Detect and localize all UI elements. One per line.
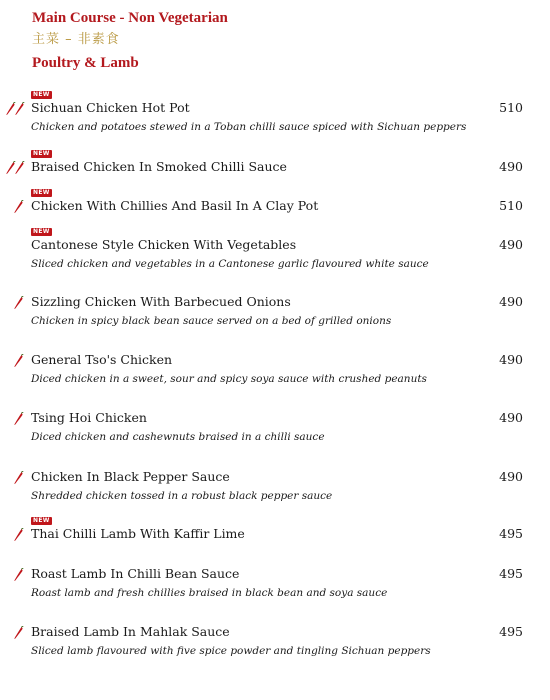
new-badge: NEW (33, 150, 50, 157)
page-title: Main Course - Non Vegetarian (32, 10, 228, 26)
item-name: Tsing Hoi Chicken (31, 410, 147, 425)
chilli-icon (14, 528, 24, 542)
item-price: 495 (499, 526, 523, 541)
chilli-icon (14, 471, 24, 485)
chilli-icon (14, 200, 24, 214)
new-badge: NEW (33, 91, 50, 98)
chilli-icon (14, 296, 24, 310)
spice-level (6, 200, 30, 214)
item-name: Braised Chicken In Smoked Chilli Sauce (31, 159, 287, 174)
item-name: Roast Lamb In Chilli Bean Sauce (31, 566, 240, 581)
item-price: 490 (499, 352, 523, 367)
chinese-subtitle: 主菜 – 非素食 (32, 32, 120, 47)
chilli-icon (15, 102, 25, 116)
item-name: Sichuan Chicken Hot Pot (31, 100, 190, 115)
spice-level (6, 161, 30, 175)
item-price: 490 (499, 237, 523, 252)
item-description: Roast lamb and fresh chillies braised in black bean and soya sauce (31, 587, 388, 599)
item-price: 490 (499, 469, 523, 484)
chilli-icon (15, 161, 25, 175)
spice-level (6, 528, 30, 542)
chilli-icon (14, 412, 24, 426)
new-badge: NEW (33, 517, 50, 524)
new-badge: NEW (33, 189, 50, 196)
item-description: Sliced chicken and vegetables in a Cantonese garlic flavoured white sauce (31, 258, 429, 270)
item-name: Chicken In Black Pepper Sauce (31, 469, 230, 484)
item-price: 510 (499, 198, 523, 213)
item-description: Chicken and potatoes stewed in a Toban chilli sauce spiced with Sichuan peppers (31, 121, 467, 133)
item-price: 490 (499, 410, 523, 425)
item-price: 490 (499, 294, 523, 309)
item-name: Chicken With Chillies And Basil In A Clay Pot (31, 198, 319, 213)
item-price: 495 (499, 624, 523, 639)
item-name: Braised Lamb In Mahlak Sauce (31, 624, 230, 639)
spice-level (6, 296, 30, 310)
spice-level (6, 412, 30, 426)
section-title: Poultry & Lamb (32, 55, 139, 71)
item-name: General Tso's Chicken (31, 352, 173, 367)
spice-level (6, 568, 30, 582)
item-price: 495 (499, 566, 523, 581)
spice-level (6, 626, 30, 640)
spice-level (6, 354, 30, 368)
new-badge: NEW (33, 228, 50, 235)
item-description: Sliced lamb flavoured with five spice powder and tingling Sichuan peppers (31, 645, 431, 657)
chilli-icon (14, 354, 24, 368)
item-description: Chicken in spicy black bean sauce served on a bed of grilled onions (31, 315, 392, 327)
spice-level (6, 471, 30, 485)
item-name: Thai Chilli Lamb With Kaffir Lime (31, 526, 245, 541)
chilli-icon (14, 626, 24, 640)
menu-header (32, 8, 228, 74)
chilli-icon (14, 568, 24, 582)
item-price: 510 (499, 100, 523, 115)
item-description: Shredded chicken tossed in a robust black pepper sauce (31, 490, 333, 502)
item-description: Diced chicken in a sweet, sour and spicy soya sauce with crushed peanuts (31, 373, 427, 385)
item-name: Cantonese Style Chicken With Vegetables (31, 237, 297, 252)
item-description: Diced chicken and cashewnuts braised in a chilli sauce (31, 431, 325, 443)
item-name: Sizzling Chicken With Barbecued Onions (31, 294, 291, 309)
spice-level (6, 102, 30, 116)
item-price: 490 (499, 159, 523, 174)
